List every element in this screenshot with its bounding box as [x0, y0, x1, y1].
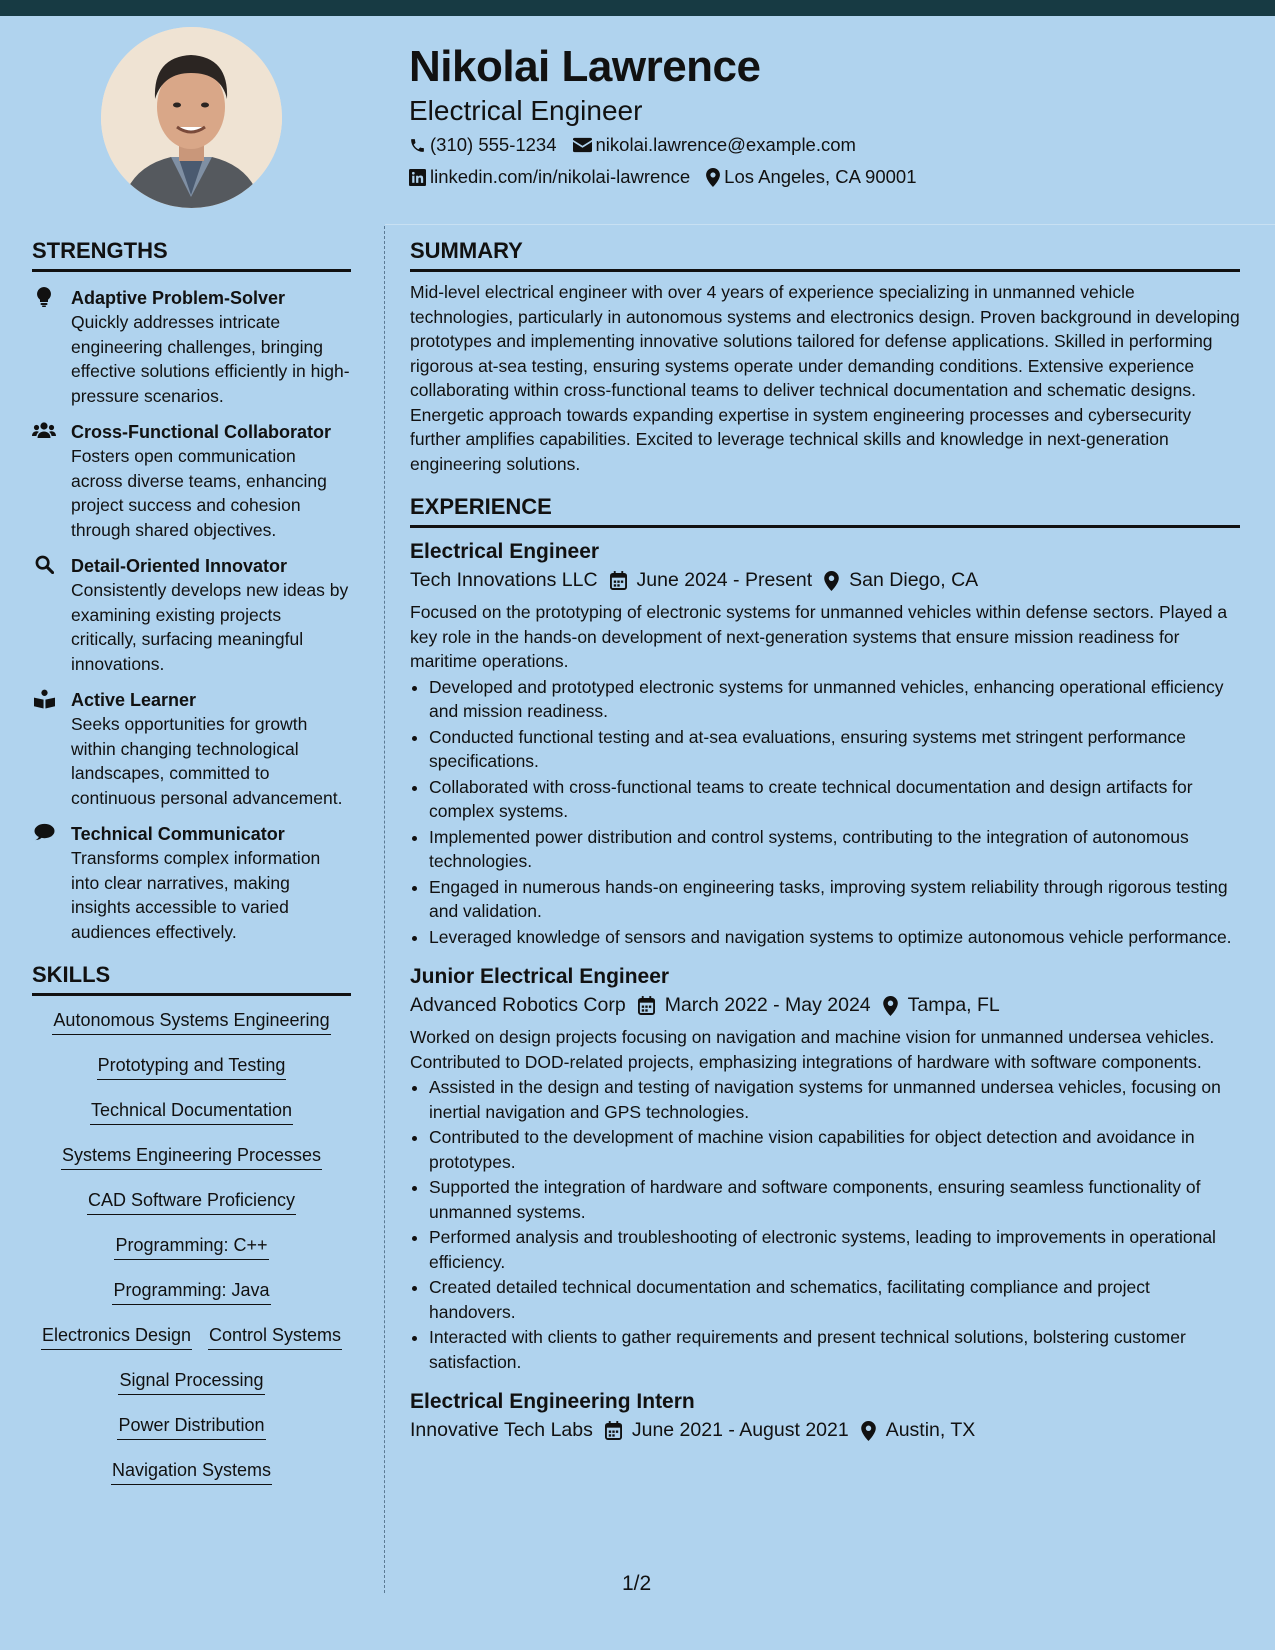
location-contact — [706, 166, 916, 188]
strength-item — [32, 420, 351, 542]
strength-item — [32, 286, 351, 408]
job-dates: March 2022 - May 2024 — [664, 994, 871, 1016]
job-bullet: • Leveraged knowledge of sensors and navigation systems to optimize autonomous vehicle performance. — [429, 925, 1240, 950]
skill-tag: Autonomous Systems Engineering — [52, 1010, 330, 1035]
job-location: San Diego, CA — [849, 569, 979, 591]
strengths-list — [32, 286, 351, 944]
skill-tag: CAD Software Proficiency — [87, 1190, 296, 1215]
header-divider — [385, 224, 1275, 225]
skills-heading: SKILLS — [32, 962, 351, 996]
job-bullet: • Assisted in the design and testing of navigation systems for unmanned undersea vehicles, focusing on inertial navigation and GPS technologies. — [429, 1075, 1240, 1124]
map-marker-icon — [883, 996, 898, 1016]
strength-title: Cross-Functional Collaborator — [71, 422, 332, 442]
skill-tag: Programming: Java — [112, 1280, 270, 1305]
page-number: 1/2 — [622, 1572, 652, 1595]
summary-heading: SUMMARY — [410, 238, 1240, 272]
job-bullet: • Performed analysis and troubleshooting of electronic systems, leading to improvements in operational efficiency. — [429, 1225, 1240, 1274]
strength-title: Detail-Oriented Innovator — [71, 556, 288, 576]
job-bullet: • Created detailed technical documentation and schematics, facilitating compliance and project handovers. — [429, 1275, 1240, 1324]
job-bullet: • Implemented power distribution and control systems, contributing to the integration of autonomous technologies. — [429, 825, 1240, 874]
top-accent-bar — [0, 0, 1275, 16]
job-bullet: • Engaged in numerous hands-on engineering tasks, improving system reliability through rigorous testing and validation. — [429, 875, 1240, 924]
column-divider — [384, 226, 385, 1593]
calendar-icon — [638, 996, 655, 1015]
summary-text: Mid-level electrical engineer with over 4 years of experience specializing in unmanned vehicle technologies, particularly in autonomous systems and electronics design. Proven background in developing prototypes and implementing innovative solutions tailored for defense applications. Skilled in performing rigorous at-sea testing, ensuring systems operate under demanding conditions. Extensive experience collaborating within cross-functional teams to deliver technical documentation and schematic designs. Energetic approach towards expanding expertise in system engineering processes and cybersecurity further amplifies capabilities. Excited to leverage technical skills and knowledge in next-generation engineering solutions. — [410, 282, 1240, 474]
strength-description: Transforms complex information into clear narratives, making insights accessible to varied audiences effectively. — [71, 848, 321, 942]
strength-item — [32, 688, 351, 810]
job-bullet: • Developed and prototyped electronic systems for unmanned vehicles, enhancing operational efficiency and mission readiness. — [429, 675, 1240, 724]
skill-tag: Control Systems — [208, 1325, 342, 1350]
book-reader-icon — [32, 689, 56, 709]
skill-tag: Navigation Systems — [111, 1460, 272, 1485]
strength-title: Adaptive Problem-Solver — [71, 288, 286, 308]
job-role: Junior Electrical Engineer — [410, 965, 670, 988]
linkedin-icon — [409, 169, 426, 186]
skill-tag: Power Distribution — [117, 1415, 265, 1440]
job-location: Austin, TX — [885, 1419, 976, 1441]
skill-tag: Electronics Design — [41, 1325, 192, 1350]
job-description: Worked on design projects focusing on navigation and machine vision for unmanned undersea vehicles. Contributed to DOD-related projects, emphasizing integrations of hardware with software components. — [410, 1027, 1215, 1072]
envelope-icon — [573, 137, 592, 153]
contact-row-2 — [409, 166, 933, 188]
strength-description: Quickly addresses intricate engineering challenges, bringing effective solutions efficiently in high-pressure scenarios. — [71, 312, 350, 406]
phone-icon — [409, 137, 426, 154]
strength-description: Seeks opportunities for growth within changing technological landscapes, committed to continuous personal advancement. — [71, 714, 343, 808]
job-company: Tech Innovations LLC — [410, 569, 598, 591]
phone-contact[interactable] — [409, 134, 557, 156]
job-bullet: • Contributed to the development of machine vision capabilities for object detection and avoidance in prototypes. — [429, 1125, 1240, 1174]
strength-item — [32, 822, 351, 944]
skill-tag: Signal Processing — [118, 1370, 264, 1395]
job-dates: June 2024 - Present — [636, 569, 813, 591]
job-role: Electrical Engineer — [410, 540, 600, 563]
contact-row-1 — [409, 134, 872, 156]
strengths-heading: STRENGTHS — [32, 238, 351, 272]
profile-photo — [101, 27, 282, 208]
job-description: Focused on the prototyping of electronic systems for unmanned vehicles within defense sectors. Played a key role in the hands-on development of next-generation systems that ensure mission readiness for maritime operations. — [410, 602, 1228, 671]
email-text: nikolai.lawrence@example.com — [595, 134, 856, 155]
job-dates: June 2021 - August 2021 — [631, 1419, 849, 1441]
job-meta — [410, 994, 1240, 1017]
skill-tag: Programming: C++ — [114, 1235, 268, 1260]
job-company: Advanced Robotics Corp — [410, 994, 626, 1016]
job-bullet: • Conducted functional testing and at-sea evaluations, ensuring systems met stringent performance specifications. — [429, 725, 1240, 774]
candidate-title: Electrical Engineer — [409, 95, 643, 126]
job-entry — [410, 1388, 1240, 1442]
users-icon — [32, 421, 56, 441]
phone-text: (310) 555-1234 — [430, 134, 557, 155]
skill-tag: Technical Documentation — [90, 1100, 293, 1125]
linkedin-text: linkedin.com/in/nikolai-lawrence — [430, 166, 691, 187]
job-role: Electrical Engineering Intern — [410, 1390, 695, 1413]
skill-tag: Systems Engineering Processes — [61, 1145, 322, 1170]
map-marker-icon — [824, 571, 839, 591]
job-meta — [410, 569, 1240, 592]
location-text: Los Angeles, CA 90001 — [724, 166, 917, 187]
search-icon — [32, 555, 56, 575]
candidate-name: Nikolai Lawrence — [409, 42, 761, 91]
email-contact[interactable] — [573, 134, 856, 156]
job-location: Tampa, FL — [907, 994, 1000, 1016]
calendar-icon — [605, 1421, 622, 1440]
strength-description: Consistently develops new ideas by examining existing projects critically, surfacing meaningful innovations. — [71, 580, 349, 674]
strength-description: Fosters open communication across diverse teams, enhancing project success and cohesion through shared objectives. — [71, 446, 327, 540]
lightbulb-icon — [32, 287, 56, 307]
job-bullets — [429, 675, 1240, 950]
linkedin-contact[interactable] — [409, 166, 690, 188]
job-entry — [410, 963, 1240, 1374]
job-company: Innovative Tech Labs — [410, 1419, 593, 1441]
strength-item — [32, 554, 351, 676]
job-entry — [410, 538, 1240, 949]
job-meta — [410, 1419, 1240, 1442]
right-column — [410, 238, 1240, 1442]
job-bullet: • Collaborated with cross-functional teams to create technical documentation and design artifacts for complex systems. — [429, 775, 1240, 824]
experience-heading: EXPERIENCE — [410, 494, 1240, 528]
calendar-icon — [610, 571, 627, 590]
strength-title: Active Learner — [71, 690, 197, 710]
map-marker-icon — [861, 1421, 876, 1441]
job-bullet: • Interacted with clients to gather requirements and present technical solutions, bolstering customer satisfaction. — [429, 1325, 1240, 1374]
job-bullet: • Supported the integration of hardware and software components, ensuring seamless functionality of unmanned systems. — [429, 1175, 1240, 1224]
strength-title: Technical Communicator — [71, 824, 285, 844]
comment-icon — [32, 823, 56, 843]
skill-tag: Prototyping and Testing — [97, 1055, 287, 1080]
map-marker-icon — [706, 168, 720, 187]
skills-list — [32, 1010, 351, 1505]
left-column — [32, 238, 351, 1505]
job-bullets — [429, 1075, 1240, 1374]
